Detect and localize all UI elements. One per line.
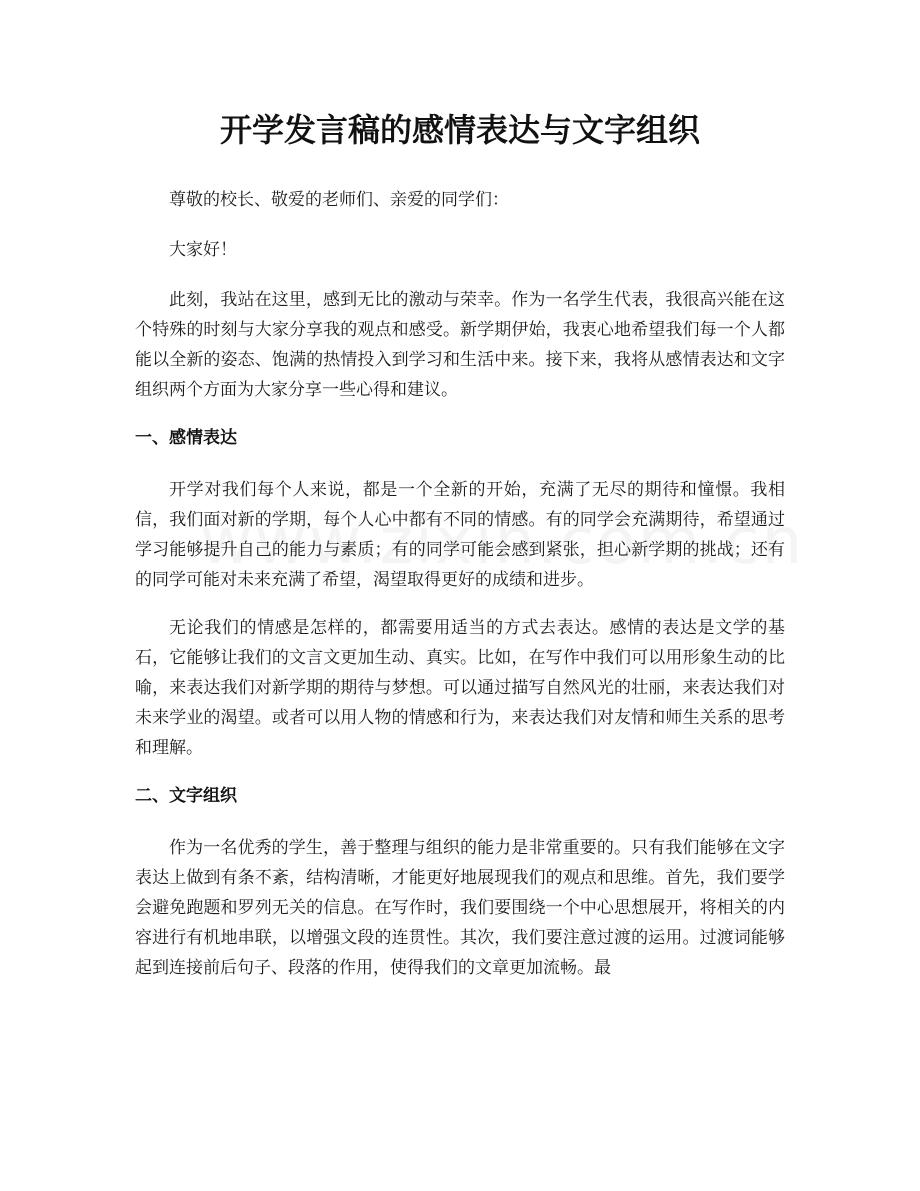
document-body — [135, 185, 785, 983]
intro-paragraph: 此刻，我站在这里，感到无比的激动与荣幸。作为一名学生代表，我很高兴能在这个特殊的时刻与大家分享我的观点和感受。新学期伊始，我衷心地希望我们每一个人都能以全新的姿态、饱满的热情投入到学习和生活中来。接下来，我将从感情表达和文字组织两个方面为大家分享一些心得和建议。 — [135, 290, 785, 400]
paragraph: 无论我们的情感是怎样的，都需要用适当的方式去表达。感情的表达是文学的基石，它能够让我们的文言文更加生动、真实。比如，在写作中我们可以用形象生动的比喻，来表达我们对新学期的期待与梦想。可以通过描写自然风光的壮丽，来表达我们对未来学业的渴望。或者可以用人物的情感和行为，来表达我们对友情和师生关系的思考和理解。 — [135, 618, 785, 758]
greeting: 大家好！ — [169, 240, 237, 260]
section-heading-organization: 二、文字组织 — [135, 786, 237, 806]
section-heading-emotion: 一、感情表达 — [135, 428, 237, 448]
document-title: 开学发言稿的感情表达与文字组织 — [219, 111, 700, 149]
paragraph: 作为一名优秀的学生，善于整理与组织的能力是非常重要的。只有我们能够在文字表达上做到有条不紊，结构清晰，才能更好地展现我们的观点和思维。首先，我们要学会避免跑题和罗列无关的信息。在写作时，我们要围绕一个中心思想展开，将相关的内容进行有机地串联，以增强文段的连贯性。其次，我们要注意过渡的运用。过渡词能够起到连接前后句子、段落的作用，使得我们的文章更加流畅。最 — [135, 838, 785, 978]
salutation: 尊敬的校长、敬爱的老师们、亲爱的同学们： — [169, 190, 509, 210]
paragraph: 开学对我们每个人来说，都是一个全新的开始，充满了无尽的期待和憧憬。我相信，我们面对新的学期，每个人心中都有不同的情感。有的同学会充满期待，希望通过学习能够提升自己的能力与素质；有的同学可能会感到紧张，担心新学期的挑战；还有的同学可能对未来充满了希望，渴望取得更好的成绩和进步。 — [135, 480, 785, 590]
